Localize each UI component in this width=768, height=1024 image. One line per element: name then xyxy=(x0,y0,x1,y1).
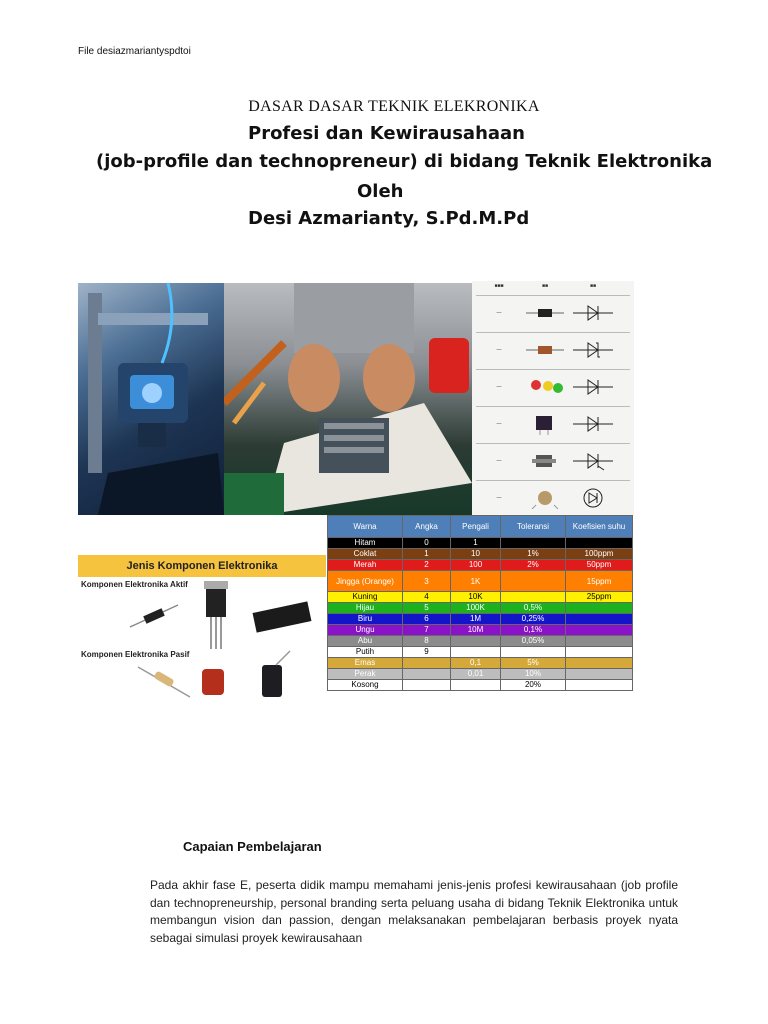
table-cell-warna: Emas xyxy=(328,658,403,669)
course-title: DASAR DASAR TEKNIK ELEKRONIKA xyxy=(248,98,540,115)
header-toleransi: Toleransi xyxy=(501,516,566,538)
table-cell-angka: 3 xyxy=(403,571,451,592)
table-cell-toleransi: 5% xyxy=(501,658,566,669)
table-cell-koef xyxy=(566,636,633,647)
table-cell-koef xyxy=(566,614,633,625)
header-koefisien: Koefisien suhu xyxy=(566,516,633,538)
diode-row: — xyxy=(476,480,630,514)
table-cell-toleransi: 2% xyxy=(501,560,566,571)
table-cell-toleransi: 0,05% xyxy=(501,636,566,647)
table-row xyxy=(328,592,633,603)
table-cell-angka xyxy=(403,680,451,691)
table-cell-koef xyxy=(566,603,633,614)
component-types-image xyxy=(78,555,326,701)
table-cell-warna: Perak xyxy=(328,669,403,680)
table-cell-warna: Kuning xyxy=(328,592,403,603)
table-row xyxy=(328,549,633,560)
table-cell-pengali: 10K xyxy=(451,592,501,603)
table-cell-angka xyxy=(403,658,451,669)
table-cell-pengali: 1 xyxy=(451,538,501,549)
table-cell-toleransi: 0,1% xyxy=(501,625,566,636)
file-label: File desiazmariantyspdtoi xyxy=(78,46,191,57)
author-line: Desi Azmarianty, S.Pd.M.Pd xyxy=(248,208,530,229)
table-row xyxy=(328,603,633,614)
table-cell-warna: Jingga (Orange) xyxy=(328,571,403,592)
table-cell-warna: Merah xyxy=(328,560,403,571)
table-cell-pengali: 0,01 xyxy=(451,669,501,680)
table-cell-angka: 7 xyxy=(403,625,451,636)
table-cell-pengali: 100K xyxy=(451,603,501,614)
section-title: Capaian Pembelajaran xyxy=(183,839,322,854)
table-cell-pengali xyxy=(451,636,501,647)
table-row xyxy=(328,614,633,625)
table-cell-angka: 6 xyxy=(403,614,451,625)
subtitle-line-2: (job-profile dan technopreneur) di bidang Teknik Elektronika xyxy=(96,151,713,172)
table-cell-warna: Putih xyxy=(328,647,403,658)
header-pengali: Pengali xyxy=(451,516,501,538)
table-header-row xyxy=(328,516,633,538)
table-cell-pengali: 0,1 xyxy=(451,658,501,669)
table-cell-pengali: 10 xyxy=(451,549,501,560)
table-cell-koef: 25ppm xyxy=(566,592,633,603)
table-row xyxy=(328,658,633,669)
diode-row: — xyxy=(476,369,630,403)
table-cell-pengali: 1K xyxy=(451,571,501,592)
section-paragraph: Pada akhir fase E, peserta didik mampu memahami jenis-jenis profesi kewirausahaan (job profile dan technopreneurship, personal branding serta peluang usaha di bidang Teknik Elektronika untuk membangun vision dan passion, dengan melaksanakan pembelajaran berbasis proyek nyata sebagai simulasi proyek kewirausahaan xyxy=(150,878,678,945)
table-cell-warna: Kosong xyxy=(328,680,403,691)
resistor-color-code-table xyxy=(327,515,633,691)
table-cell-warna: Abu xyxy=(328,636,403,647)
table-cell-angka: 8 xyxy=(403,636,451,647)
table-row xyxy=(328,538,633,549)
subtitle-line-1: Profesi dan Kewirausahaan xyxy=(248,123,525,144)
diode-row: — xyxy=(476,332,630,366)
diode-types-image: ■■■ ■■ ■■ — — — — — — xyxy=(472,281,634,515)
table-cell-angka: 1 xyxy=(403,549,451,560)
printer-photo xyxy=(78,283,224,515)
table-cell-toleransi xyxy=(501,538,566,549)
header-warna: Warna xyxy=(328,516,403,538)
table-row xyxy=(328,647,633,658)
table-row xyxy=(328,560,633,571)
header-angka: Angka xyxy=(403,516,451,538)
table-cell-toleransi: 0,25% xyxy=(501,614,566,625)
table-cell-pengali: 100 xyxy=(451,560,501,571)
diode-row: — xyxy=(476,295,630,329)
table-cell-koef xyxy=(566,680,633,691)
table-cell-warna: Biru xyxy=(328,614,403,625)
table-cell-toleransi xyxy=(501,647,566,658)
table-cell-toleransi xyxy=(501,592,566,603)
table-cell-angka: 0 xyxy=(403,538,451,549)
table-row xyxy=(328,669,633,680)
table-cell-angka: 4 xyxy=(403,592,451,603)
table-cell-angka: 2 xyxy=(403,560,451,571)
active-components-label: Komponen Elektronika Aktif xyxy=(81,580,188,589)
diode-row: — xyxy=(476,406,630,440)
table-row xyxy=(328,636,633,647)
table-cell-angka: 5 xyxy=(403,603,451,614)
table-cell-toleransi xyxy=(501,571,566,592)
table-cell-koef: 100ppm xyxy=(566,549,633,560)
subtitle-line-3: Oleh xyxy=(357,181,404,202)
table-cell-toleransi: 10% xyxy=(501,669,566,680)
table-cell-koef xyxy=(566,538,633,549)
table-cell-toleransi: 0,5% xyxy=(501,603,566,614)
table-cell-pengali xyxy=(451,647,501,658)
table-cell-warna: Hijau xyxy=(328,603,403,614)
table-cell-koef xyxy=(566,625,633,636)
table-cell-koef: 50ppm xyxy=(566,560,633,571)
table-cell-pengali xyxy=(451,680,501,691)
table-cell-pengali: 10M xyxy=(451,625,501,636)
table-cell-toleransi: 1% xyxy=(501,549,566,560)
table-cell-warna: Coklat xyxy=(328,549,403,560)
table-cell-koef xyxy=(566,658,633,669)
table-cell-angka xyxy=(403,669,451,680)
passive-components-label: Komponen Elektronika Pasif xyxy=(81,650,190,659)
table-cell-toleransi: 20% xyxy=(501,680,566,691)
component-types-title: Jenis Komponen Elektronika xyxy=(78,555,326,577)
table-row xyxy=(328,680,633,691)
table-cell-koef: 15ppm xyxy=(566,571,633,592)
table-row xyxy=(328,625,633,636)
table-cell-angka: 9 xyxy=(403,647,451,658)
diode-row: — xyxy=(476,443,630,477)
table-cell-warna: Hitam xyxy=(328,538,403,549)
table-cell-koef xyxy=(566,647,633,658)
table-cell-pengali: 1M xyxy=(451,614,501,625)
soldering-photo xyxy=(224,283,472,515)
table-cell-koef xyxy=(566,669,633,680)
table-cell-warna: Ungu xyxy=(328,625,403,636)
table-row xyxy=(328,571,633,592)
